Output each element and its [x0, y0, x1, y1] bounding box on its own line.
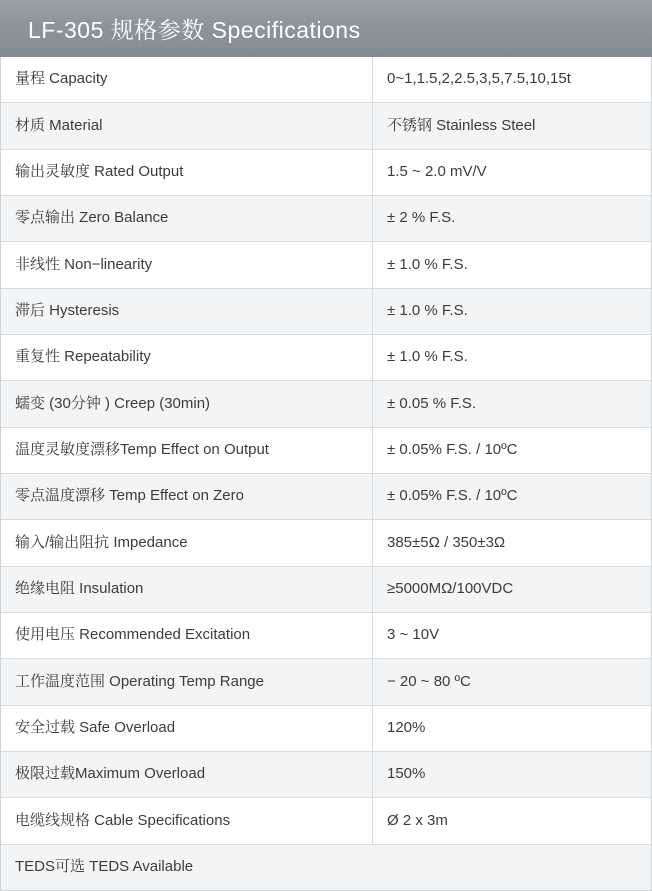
table-row: [1, 150, 651, 196]
spec-value: ≥5000MΩ/100VDC: [387, 579, 514, 597]
spec-label: 工作温度范围 Operating Temp Range: [1, 659, 373, 704]
spec-value: 不锈钢 Stainless Steel: [387, 116, 536, 134]
spec-label: 非线性 Non−linearity: [1, 242, 373, 287]
table-row: [1, 752, 651, 798]
spec-label: 蠕变 (30分钟 ) Creep (30min): [1, 381, 373, 426]
spec-label: 极限过载Maximum Overload: [1, 752, 373, 797]
table-row: [1, 798, 651, 844]
table-row: [1, 57, 651, 103]
spec-label: 量程 Capacity: [1, 57, 373, 102]
spec-label: 零点输出 Zero Balance: [1, 196, 373, 241]
table-row: [1, 659, 651, 705]
table-row: [1, 567, 651, 613]
table-row: [1, 474, 651, 520]
spec-label: TEDS可选 TEDS Available: [15, 857, 194, 875]
specifications-table: [0, 57, 652, 891]
spec-value: ± 1.0 % F.S.: [387, 348, 468, 366]
spec-value: ± 0.05% F.S. / 10ºC: [387, 487, 518, 505]
spec-value: 1.5 ~ 2.0 mV/V: [387, 162, 487, 180]
table-row: [1, 196, 651, 242]
table-row: [1, 381, 651, 427]
spec-label: 滞后 Hysteresis: [1, 289, 373, 334]
spec-label: 输入/输出阻抗 Impedance: [1, 520, 373, 565]
spec-value: 385±5Ω / 350±3Ω: [387, 533, 506, 551]
table-row: [1, 845, 651, 890]
spec-value: 0~1,1.5,2,2.5,3,5,7.5,10,15t: [387, 70, 571, 88]
spec-value: ± 0.05 % F.S.: [387, 394, 477, 412]
table-row: [1, 613, 651, 659]
spec-value: ± 1.0 % F.S.: [387, 255, 468, 273]
table-row: [1, 103, 651, 149]
table-row: [1, 520, 651, 566]
spec-value: ± 2 % F.S.: [387, 209, 456, 227]
table-row: [1, 428, 651, 474]
table-row: [1, 706, 651, 752]
spec-value: ± 0.05% F.S. / 10ºC: [387, 440, 518, 458]
spec-label: 使用电压 Recommended Excitation: [1, 613, 373, 658]
spec-label: 输出灵敏度 Rated Output: [1, 150, 373, 195]
spec-label: 重复性 Repeatability: [1, 335, 373, 380]
page-title: LF-305 规格参数 Specifications: [28, 17, 361, 43]
table-row: [1, 289, 651, 335]
spec-value: 120%: [387, 718, 426, 736]
spec-label: 材质 Material: [1, 103, 373, 148]
table-row: [1, 242, 651, 288]
table-row: [1, 335, 651, 381]
spec-label: 绝缘电阻 Insulation: [1, 567, 373, 612]
spec-label: 安全过载 Safe Overload: [1, 706, 373, 751]
spec-value: 3 ~ 10V: [387, 626, 440, 644]
specifications-header: [0, 0, 652, 57]
spec-value: − 20 ~ 80 ºC: [387, 672, 471, 690]
spec-value: 150%: [387, 765, 426, 783]
spec-label: 电缆线规格 Cable Specifications: [1, 798, 373, 843]
spec-label: 零点温度漂移 Temp Effect on Zero: [1, 474, 373, 519]
spec-label: 温度灵敏度漂移Temp Effect on Output: [1, 428, 373, 473]
spec-value: Ø 2 x 3m: [387, 811, 448, 829]
spec-value: ± 1.0 % F.S.: [387, 301, 468, 319]
